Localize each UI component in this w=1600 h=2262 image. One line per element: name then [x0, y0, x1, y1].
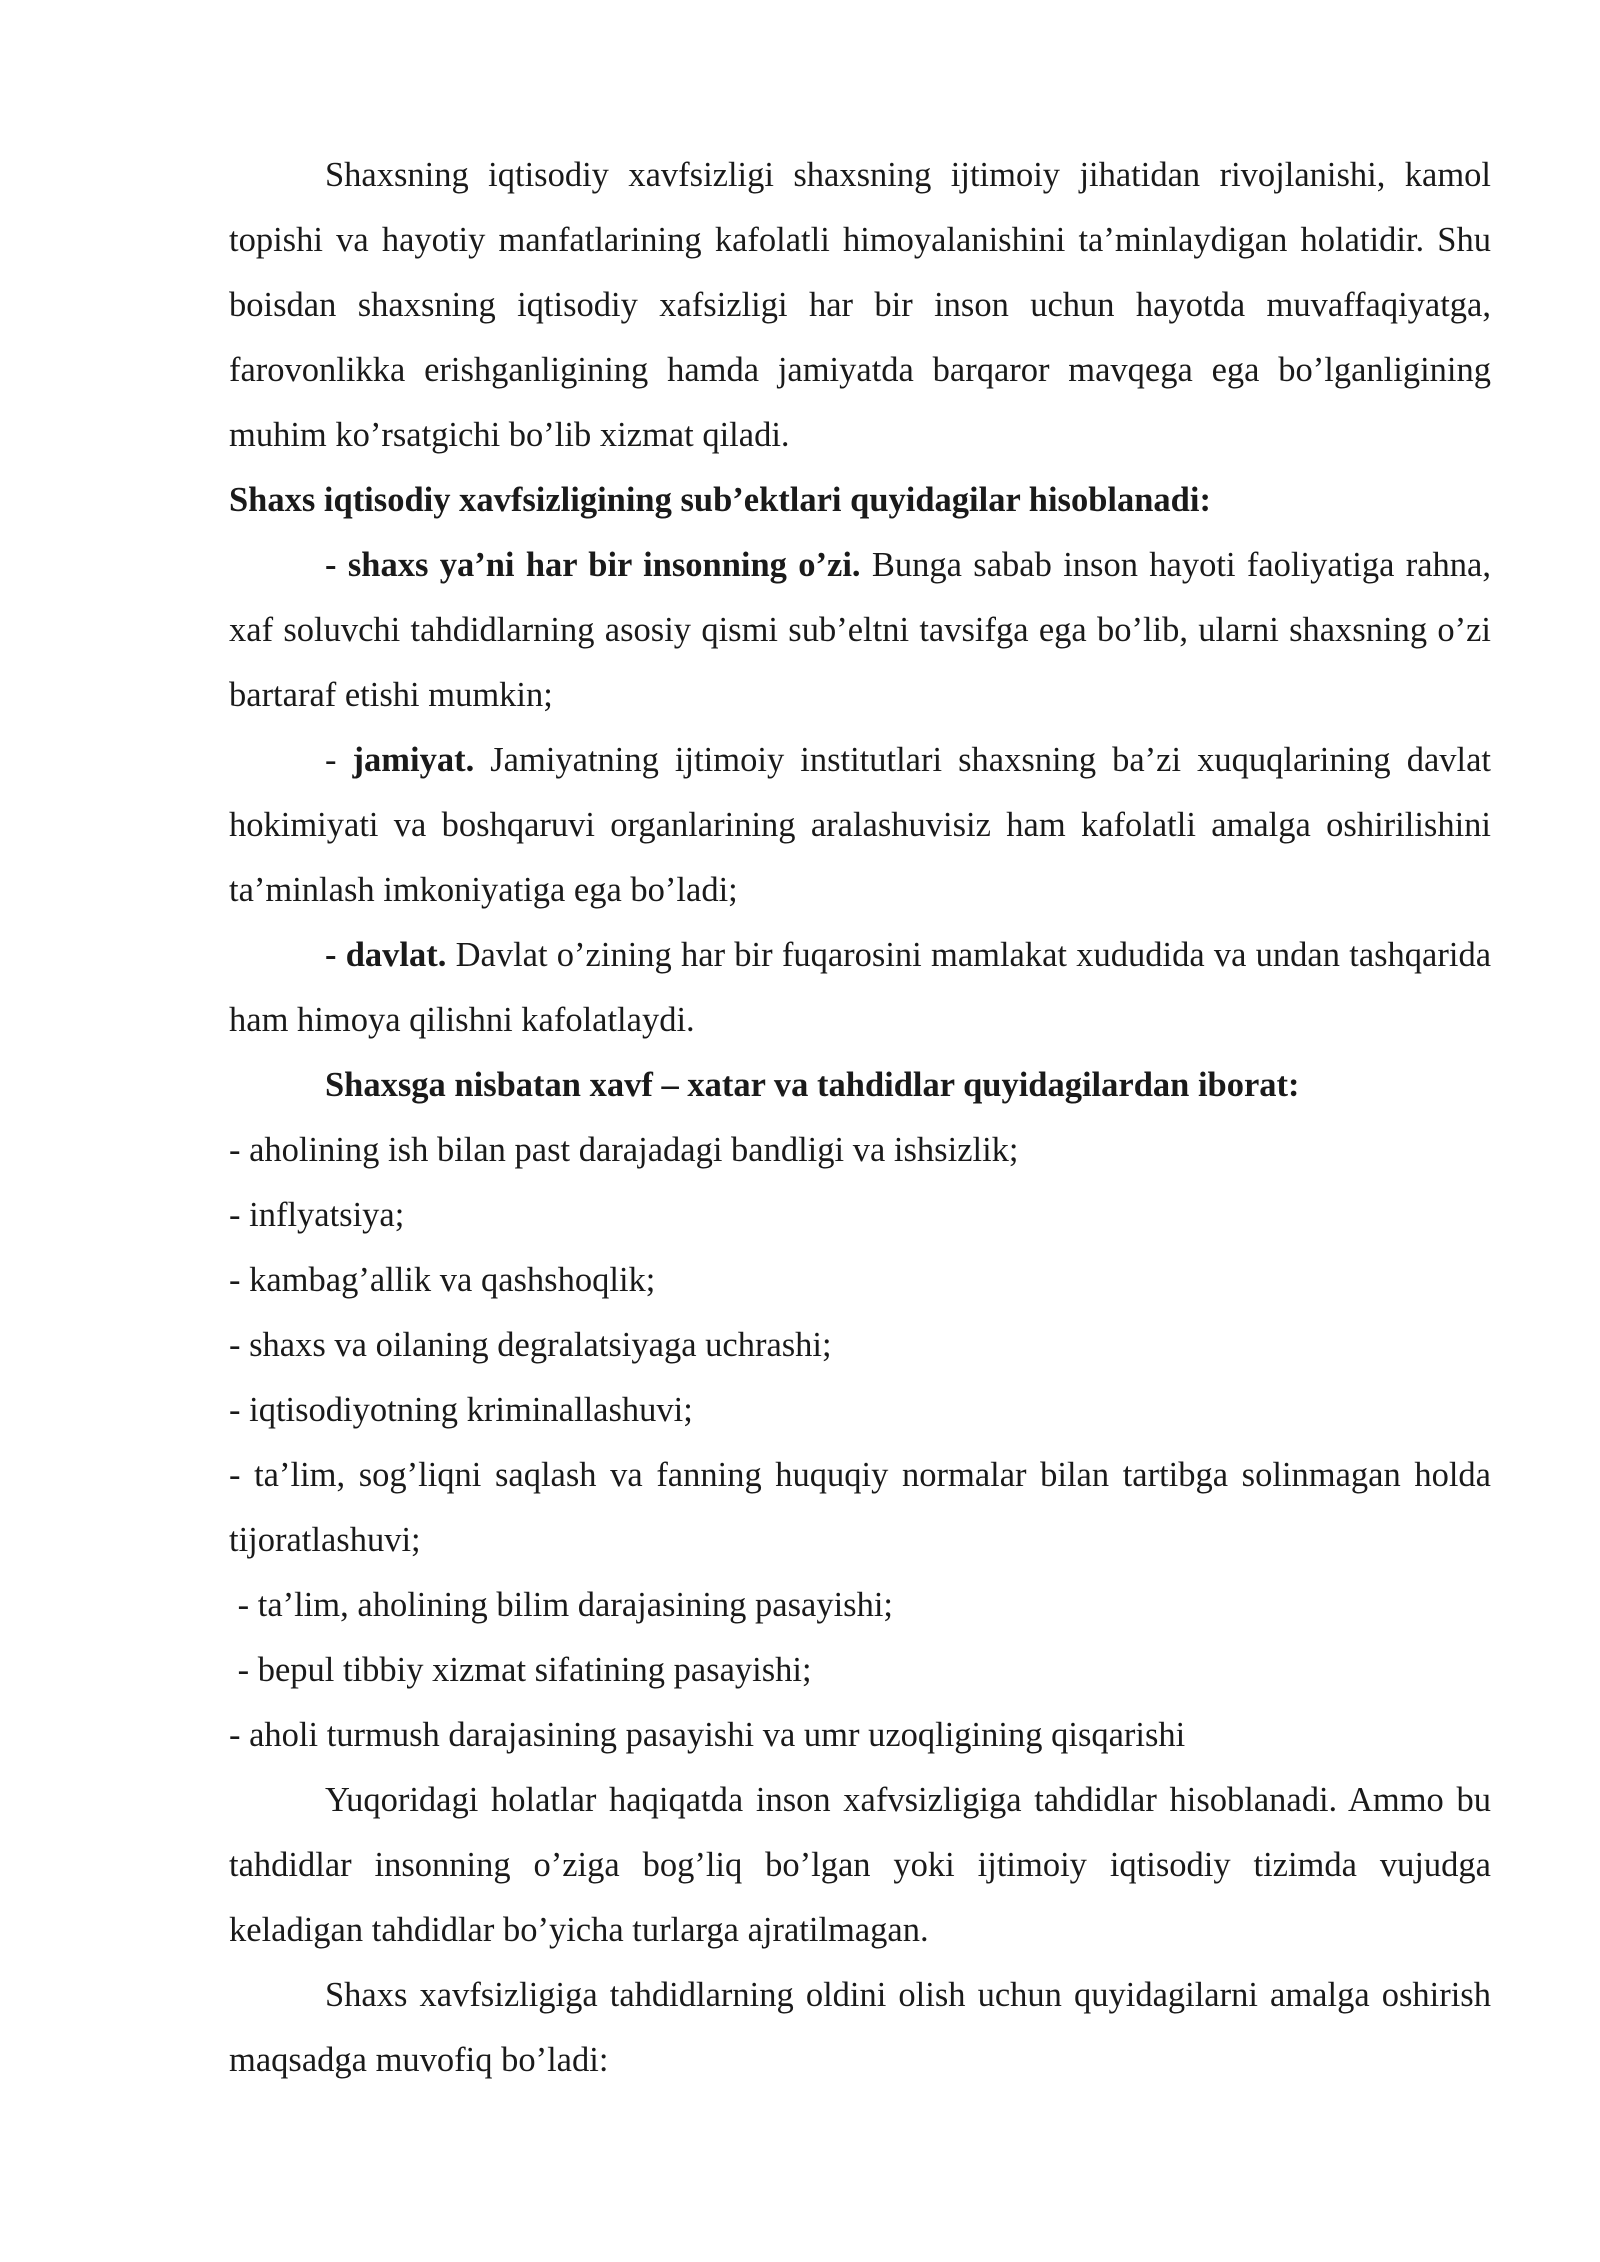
threat-item: - ta’lim, sog’liqni saqlash va fanning huquqiy normalar bilan tartibga solinmagan holda tijoratlashuvi; [229, 1456, 1491, 1559]
measures-intro-paragraph: Shaxs xavfsizligiga tahdidlarning oldini olish uchun quyidagilarni amalga oshirish maqsadga muvofiq bo’ladi: [229, 1976, 1491, 2079]
subject-item-state [229, 923, 1491, 1053]
subject-text-state: Davlat o’zining har bir fuqarosini mamlakat xududida va undan tashqarida ham himoya qilishni kafolatlaydi. [229, 936, 1492, 1039]
threat-item: - shaxs va oilaning degralatsiyaga uchrashi; [229, 1326, 832, 1364]
subject-term-state: - davlat. [325, 936, 447, 974]
threat-item: - aholi turmush darajasining pasayishi va umr uzoqligining qisqarishi [229, 1716, 1186, 1754]
subjects-heading: Shaxs iqtisodiy xavfsizligining sub’ektlari quyidagilar hisoblanadi: [229, 481, 1211, 519]
subject-item-person [229, 533, 1491, 728]
subject-prefix-society: - [325, 741, 353, 779]
threat-item: - ta’lim, aholining bilim darajasining pasayishi; [229, 1586, 894, 1624]
subject-item-society [229, 728, 1491, 923]
threat-item: - bepul tibbiy xizmat sifatining pasayishi; [229, 1651, 812, 1689]
subject-text-society: Jamiyatning ijtimoiy institutlari shaxsning ba’zi xuquqlarining davlat hokimiyati va boshqaruvi organlarining aralashuvisiz ham kafolatli amalga oshirilishini ta’minlash imkoniyatiga ega bo’ladi; [229, 741, 1491, 909]
conclusion-paragraph: Yuqoridagi holatlar haqiqatda inson xafvsizligiga tahdidlar hisoblanadi. Ammo bu tahdidlar insonning o’ziga bog’liq bo’lgan yoki ijtimoiy iqtisodiy tizimda vujudga keladigan tahdidlar bo’yicha turlarga ajratilmagan. [229, 1781, 1491, 1949]
intro-paragraph: Shaxsning iqtisodiy xavfsizligi shaxsning ijtimoiy jihatidan rivojlanishi, kamol topishi va hayotiy manfatlarining kafolatli himoyalanishini ta’minlaydigan holatidir. Shu boisdan shaxsning iqtisodiy xafsizligi har bir inson uchun hayotda muvaffaqiyatga, farovonlikka erishganligining hamda jamiyatda barqaror mavqega ega bo’lganligining muhim ko’rsatgichi bo’lib xizmat qiladi. [229, 156, 1491, 454]
threat-item: - iqtisodiyotning kriminallashuvi; [229, 1391, 693, 1429]
subject-term-society: jamiyat. [352, 741, 475, 779]
subject-term-person: - shaxs ya’ni har bir insonning o’zi. [325, 546, 861, 584]
threat-item: - kambag’allik va qashshoqlik; [229, 1261, 656, 1299]
threat-item: - aholining ish bilan past darajadagi bandligi va ishsizlik; [229, 1131, 1019, 1169]
document-page [229, 143, 1491, 2093]
threat-item: - inflyatsiya; [229, 1196, 405, 1234]
subject-text-person: Bunga sabab inson hayoti faoliyatiga rahna, xaf soluvchi tahdidlarning asosiy qismi sub’eltni tavsifga ega bo’lib, ularni shaxsning o’zi bartaraf etishi mumkin; [229, 546, 1491, 714]
threats-heading: Shaxsga nisbatan xavf – xatar va tahdidlar quyidagilardan iborat: [325, 1066, 1300, 1104]
